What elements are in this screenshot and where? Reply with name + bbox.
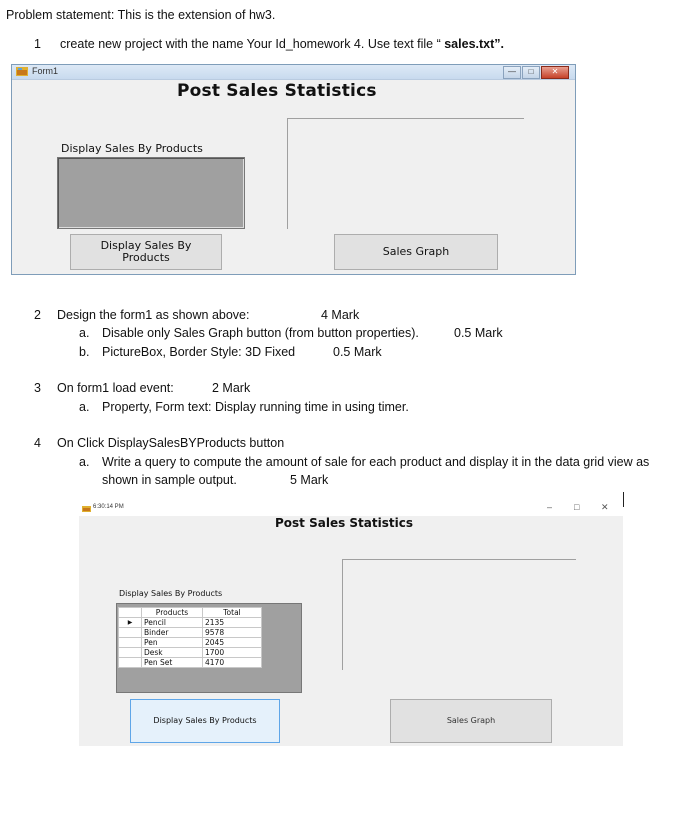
step-3a-letter: a. (79, 400, 90, 414)
step-1-text-plain: create new project with the name Your Id_homework 4. Use text file “ (60, 37, 445, 51)
form1-graph-picturebox (287, 118, 524, 229)
grid-cell-total[interactable]: 9578 (203, 628, 262, 638)
form1-titlebar (12, 65, 575, 80)
step-2a-letter: a. (79, 326, 90, 340)
step-2b-letter: b. (79, 345, 90, 359)
step-4-text: On Click DisplaySalesBYProducts button (57, 436, 285, 450)
grid-cell-total[interactable]: 1700 (203, 648, 262, 658)
step-2b-mark: 0.5 Mark (333, 345, 382, 359)
minimize-button[interactable]: – (547, 502, 553, 512)
step-4a-line2: shown in sample output. (102, 473, 237, 487)
close-button[interactable]: ✕ (601, 502, 609, 512)
running-time: 6:30:14 PM (93, 504, 124, 510)
grid-cell-product[interactable]: Pen (142, 638, 203, 648)
form1-window (11, 64, 576, 275)
maximize-button[interactable]: □ (574, 502, 580, 512)
app-icon (82, 506, 91, 512)
grid-header-products[interactable]: Products (142, 608, 203, 618)
step-2-mark: 4 Mark (321, 308, 360, 322)
grid-corner-cell (119, 608, 142, 618)
step-2a-text: Disable only Sales Graph button (from button properties). (102, 326, 419, 340)
grid-cell-product[interactable]: Desk (142, 648, 203, 658)
grid-header-row (119, 608, 262, 618)
minimize-button[interactable]: — (503, 66, 521, 79)
grid-header-total[interactable]: Total (203, 608, 262, 618)
display-sales-button-line2: Products (122, 251, 170, 264)
step-4a-line1: Write a query to compute the amount of sale for each product and display it in the data grid view as (102, 455, 650, 469)
grid-cell-total[interactable]: 2045 (203, 638, 262, 648)
sales-graph-button[interactable]: Sales Graph (334, 234, 498, 270)
row-selector-icon: ▶ (119, 618, 142, 628)
sample-display-label: Display Sales By Products (119, 589, 223, 598)
table-row[interactable] (119, 638, 262, 648)
maximize-button[interactable]: □ (522, 66, 540, 79)
display-sales-button[interactable]: Display Sales By Products (130, 699, 280, 743)
step-4a-mark: 5 Mark (290, 473, 329, 487)
grid-cell-total[interactable]: 4170 (203, 658, 262, 668)
step-1-filename: sales.txt”. (444, 37, 504, 51)
grid-cell-product[interactable]: Binder (142, 628, 203, 638)
form1-display-label: Display Sales By Products (61, 142, 203, 155)
step-2-number: 2 (34, 308, 41, 322)
sample-titlebar (79, 504, 623, 516)
step-3-mark: 2 Mark (212, 381, 251, 395)
close-button[interactable]: ✕ (541, 66, 569, 79)
row-selector (119, 648, 142, 658)
window-controls (503, 66, 569, 79)
sample-output-window (79, 504, 623, 746)
row-selector (119, 628, 142, 638)
display-sales-button-line1: Display Sales By (100, 239, 192, 252)
step-2b-text: PictureBox, Border Style: 3D Fixed (102, 345, 296, 359)
table-row[interactable] (119, 658, 262, 668)
grid-cell-product[interactable]: Pencil (142, 618, 203, 628)
step-1-text (60, 37, 504, 51)
step-3a-text: Property, Form text: Display running time in using timer. (102, 400, 409, 414)
display-sales-button[interactable] (70, 234, 222, 270)
step-2-text: Design the form1 as shown above: (57, 308, 250, 322)
step-4-number: 4 (34, 436, 41, 450)
row-selector (119, 658, 142, 668)
row-selector (119, 638, 142, 648)
grid-cell-product[interactable]: Pen Set (142, 658, 203, 668)
form1-heading: Post Sales Statistics (177, 81, 377, 101)
step-4a-letter: a. (79, 455, 90, 469)
app-icon (16, 67, 28, 76)
sample-heading: Post Sales Statistics (275, 516, 413, 530)
step-3-number: 3 (34, 381, 41, 395)
problem-statement: Problem statement: This is the extension of hw3. (6, 8, 276, 22)
table-row[interactable] (119, 618, 262, 628)
table-row[interactable] (119, 628, 262, 638)
step-3-text: On form1 load event: (57, 381, 174, 395)
table-row[interactable] (119, 648, 262, 658)
form1-sales-picturebox (57, 157, 245, 229)
window-edge-line (623, 492, 624, 507)
step-2a-mark: 0.5 Mark (454, 326, 503, 340)
step-1-number: 1 (34, 37, 41, 51)
sample-graph-picturebox (342, 559, 576, 670)
grid-cell-total[interactable]: 2135 (203, 618, 262, 628)
sales-datagrid (118, 607, 262, 668)
form1-title: Form1 (32, 66, 59, 76)
sales-graph-button[interactable]: Sales Graph (390, 699, 552, 743)
